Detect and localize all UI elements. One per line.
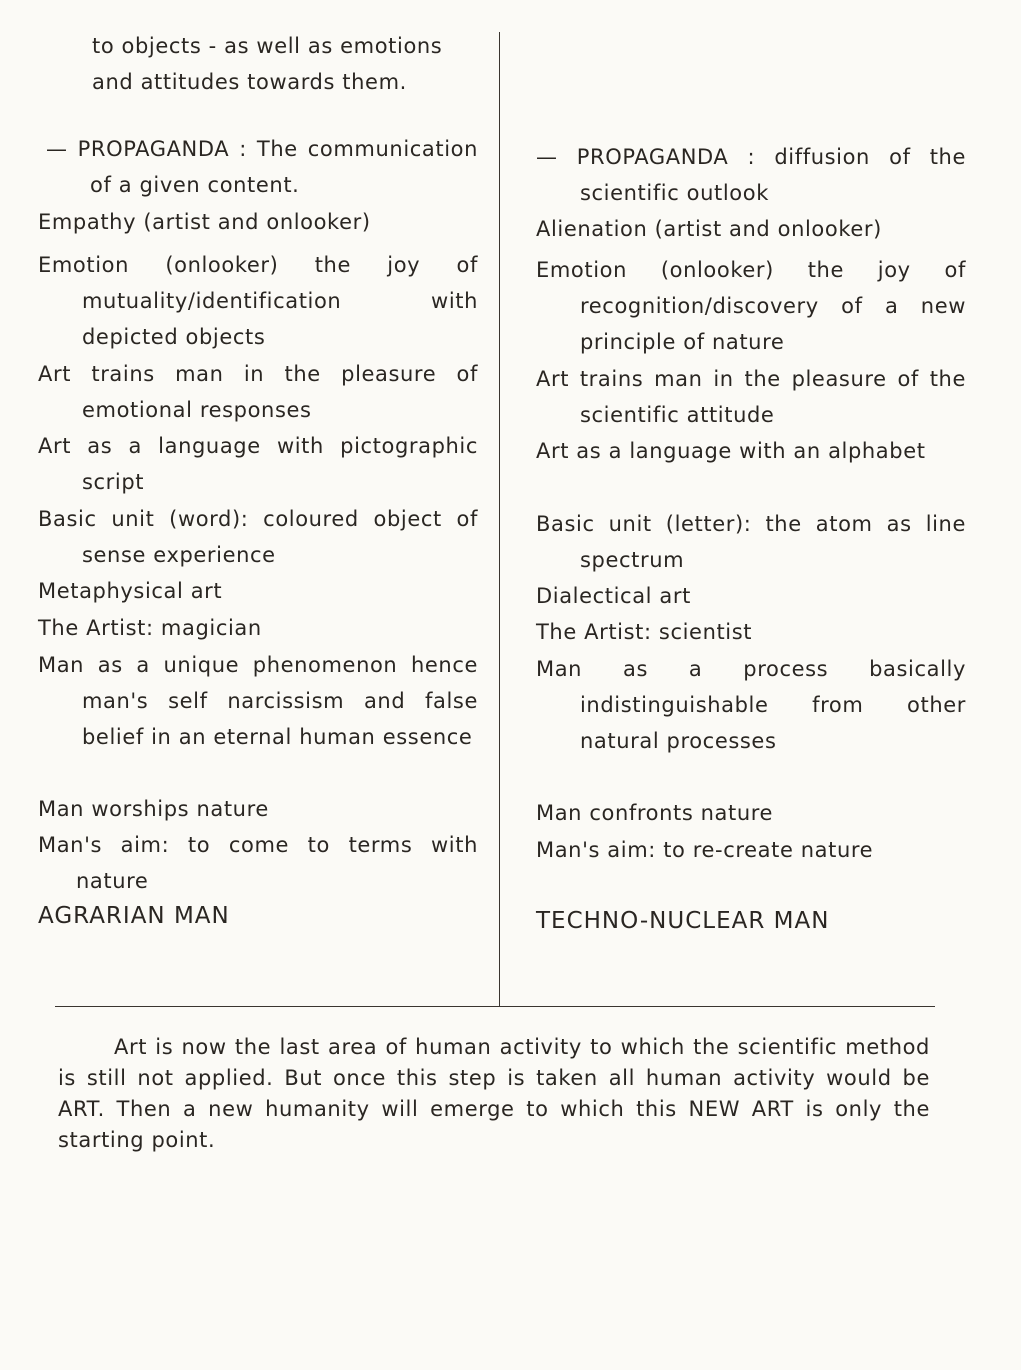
right-man-aim: Man's aim: to re-create nature [536,838,874,862]
right-man-nature: Man confronts nature [536,801,774,825]
left-man-as: Man as a unique phenomenon hence man's self narcissism and false belief in an eternal human essence [38,653,478,749]
right-propaganda: — PROPAGANDA : diffusion of the scientific outlook [536,145,966,205]
left-propaganda: — PROPAGANDA : The communication of a given content. [46,137,478,197]
left-heading: AGRARIAN MAN [38,903,230,929]
left-art-language: Art as a language with pictographic script [38,434,478,494]
right-art-trains: Art trains man in the pleasure of the scientific attitude [536,367,966,427]
section-divider [55,1006,935,1007]
left-man-aim: Man's aim: to come to terms with nature [38,833,478,893]
right-man-as: Man as a process basically indistinguishable from other natural processes [536,657,966,753]
column-divider [499,32,500,1006]
right-art-type: Dialectical art [536,584,691,608]
right-emotion: Emotion (onlooker) the joy of recognition/discovery of a new principle of nature [536,258,966,354]
left-basic-unit: Basic unit (word): coloured object of sense experience [38,507,478,567]
right-heading: TECHNO-NUCLEAR MAN [536,908,830,934]
left-emotion: Emotion (onlooker) the joy of mutuality/identification with depicted objects [38,253,478,349]
left-art-trains: Art trains man in the pleasure of emotional responses [38,362,478,422]
left-man-nature: Man worships nature [38,797,269,821]
left-art-type: Metaphysical art [38,579,223,603]
footer-paragraph: Art is now the last area of human activity to which the scientific method is still not applied. But once this step is taken all human activity would be ART. Then a new humanity will emerge to which this NEW ART is only the starting point. [58,1035,930,1152]
left-empathy: Empathy (artist and onlooker) [38,210,371,234]
right-art-language: Art as a language with an alphabet [536,439,926,463]
intro-text: to objects - as well as emotions and attitudes towards them. [92,34,443,94]
right-alienation: Alienation (artist and onlooker) [536,217,882,241]
left-artist: The Artist: magician [38,616,262,640]
right-basic-unit: Basic unit (letter): the atom as line spectrum [536,512,966,572]
right-artist: The Artist: scientist [536,620,753,644]
